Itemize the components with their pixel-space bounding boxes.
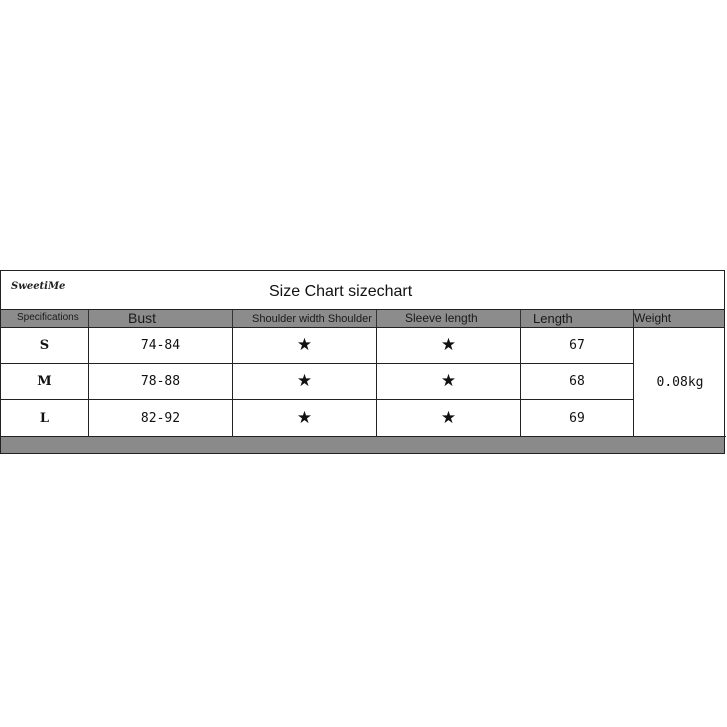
size-cell: L (1, 400, 89, 437)
title-row (1, 271, 724, 310)
size-table (1, 328, 724, 437)
weight-cell: 0.08kg (634, 328, 726, 437)
star-icon: ★ (377, 364, 521, 400)
size-cell: S (1, 328, 89, 364)
star-icon: ★ (233, 364, 377, 400)
length-cell: 68 (521, 364, 634, 400)
length-cell: 69 (521, 400, 634, 437)
header-specifications: Specifications (1, 310, 89, 327)
star-icon: ★ (233, 328, 377, 364)
size-chart (0, 270, 725, 454)
footer-strip (1, 437, 724, 453)
length-cell: 67 (521, 328, 634, 364)
chart-title: Size Chart sizechart (269, 283, 413, 300)
star-icon: ★ (377, 400, 521, 437)
size-cell: M (1, 364, 89, 400)
bust-cell: 74-84 (89, 328, 233, 364)
header-row (1, 310, 724, 328)
bust-cell: 78-88 (89, 364, 233, 400)
header-shoulder: Shoulder width Shoulder (233, 310, 377, 327)
header-sleeve: Sleeve length (377, 310, 521, 327)
bust-cell: 82-92 (89, 400, 233, 437)
star-icon: ★ (377, 328, 521, 364)
header-bust: Bust (89, 310, 233, 327)
star-icon: ★ (233, 400, 377, 437)
header-length: Length (521, 310, 634, 327)
brand-logo: SweetiMe (11, 281, 66, 292)
header-weight: Weight (634, 311, 672, 325)
